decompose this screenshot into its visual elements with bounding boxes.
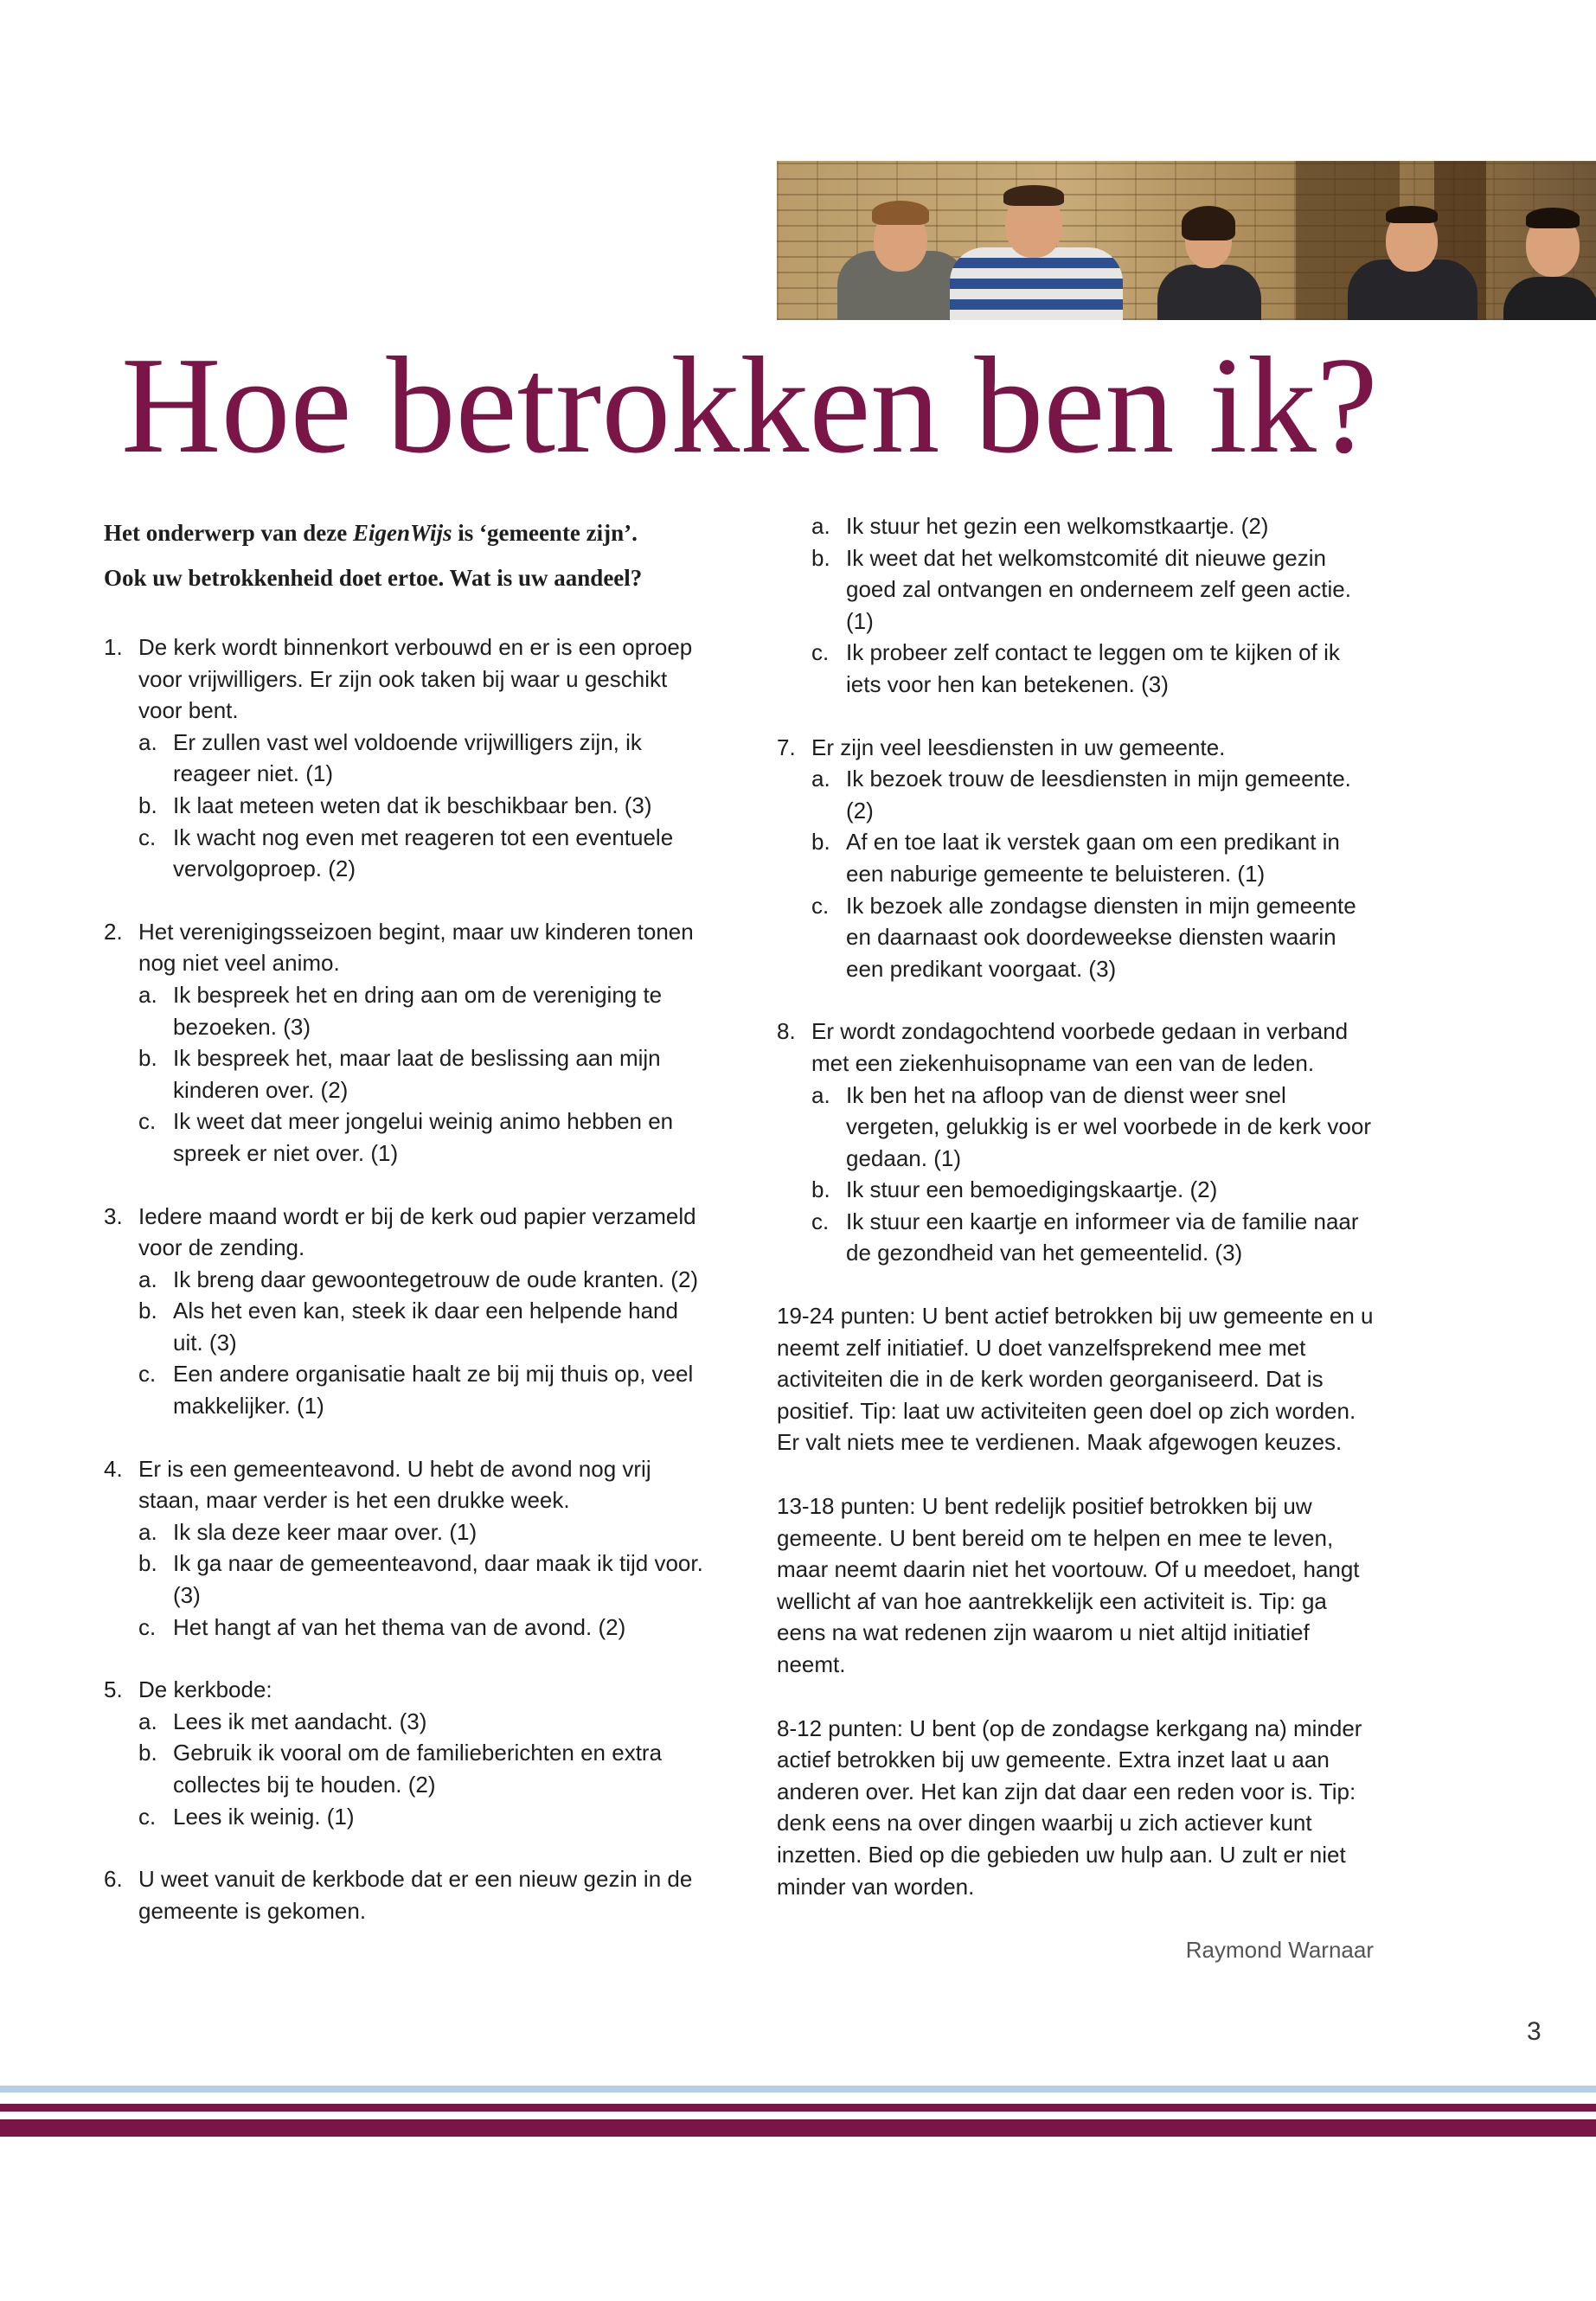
answer-text: Als het even kan, steek ik daar een helpende hand uit. (3) xyxy=(173,1298,678,1356)
answer-letter: b. xyxy=(811,1176,830,1203)
answer-letter: c. xyxy=(811,639,830,666)
answer-letter: c. xyxy=(138,1108,157,1135)
question-number: 6. xyxy=(104,1866,123,1893)
answer-option xyxy=(777,510,1374,542)
answer-letter: a. xyxy=(811,1081,830,1108)
question-text: U weet vanuit de kerkbode dat er een nieuw gezin in de gemeente is gekomen. xyxy=(138,1866,693,1924)
footer-stripe-light xyxy=(0,2086,1596,2093)
answer-option xyxy=(104,1612,709,1644)
answer-text: Ik weet dat het welkomstcomité dit nieuwe gezin goed zal ontvangen en onderneem zelf geen actie. (1) xyxy=(846,544,1351,634)
question-text: Er zijn veel leesdiensten in uw gemeente. xyxy=(811,734,1226,760)
question-text: Iedere maand wordt er bij de kerk oud papier verzameld voor de zending. xyxy=(138,1202,696,1261)
answer-text: Ik stuur een kaartje en informeer via de familie naar de gezondheid van het gemeentelid. (3) xyxy=(846,1208,1359,1266)
question-number: 4. xyxy=(104,1455,123,1482)
answer-option xyxy=(104,727,709,790)
answer-option xyxy=(777,1174,1374,1206)
answer-letter: c. xyxy=(138,1361,157,1388)
answer-letter: a. xyxy=(138,728,157,755)
answer-text: Ik stuur het gezin een welkomstkaartje. (2) xyxy=(846,513,1269,539)
answer-option xyxy=(104,1801,709,1833)
answer-text: Ik bezoek trouw de leesdiensten in mijn gemeente. (2) xyxy=(846,766,1351,824)
answer-letter: a. xyxy=(811,513,830,539)
answer-letter: c. xyxy=(811,892,830,919)
answer-option xyxy=(104,822,709,885)
answer-text: Ik probeer zelf contact te leggen om te kijken of ik iets voor hen kan betekenen. (3) xyxy=(846,639,1340,697)
question-number: 5. xyxy=(104,1676,123,1703)
question-7 xyxy=(777,732,1374,985)
answer-letter: b. xyxy=(138,1298,157,1324)
magazine-name: EigenWijs xyxy=(352,520,452,546)
question-row xyxy=(104,1863,709,1926)
question-text: Het verenigingsseizoen begint, maar uw kinderen tonen nog niet veel animo. xyxy=(138,918,694,977)
question-2 xyxy=(104,916,709,1170)
answer-option xyxy=(777,826,1374,889)
answer-letter: c. xyxy=(811,1208,830,1234)
page-number: 3 xyxy=(1527,2017,1542,2046)
footer-stripe-dark-thick xyxy=(0,2119,1596,2137)
answer-letter: c. xyxy=(138,824,157,850)
answer-text: Ik stuur een bemoedigingskaartje. (2) xyxy=(846,1176,1218,1203)
answer-option xyxy=(104,790,709,822)
answer-text: Ik bespreek het, maar laat de beslissing aan mijn kinderen over. (2) xyxy=(173,1045,661,1103)
answer-text: Ik ga naar de gemeenteavond, daar maak ik tijd voor. (3) xyxy=(173,1550,703,1609)
answer-option xyxy=(104,1516,709,1548)
answer-text: Een andere organisatie haalt ze bij mij thuis op, veel makkelijker. (1) xyxy=(173,1361,694,1420)
answer-letter: a. xyxy=(138,1266,157,1292)
question-number: 3. xyxy=(104,1202,123,1229)
score-band-2: 13-18 punten: U bent redelijk positief betrokken bij uw gemeente. U bent bereid om te helpen en mee te leven, maar neemt daarin niet het voortouw. Of u meedoet, hangt wellicht af van hoe aantrekkelijk een activiteit is. Tip: ga eens na wat redenen zijn waarom u niet altijd initiatief neemt. xyxy=(777,1493,1360,1677)
author: Raymond Warnaar xyxy=(1185,1937,1374,1964)
question-row xyxy=(104,1674,709,1706)
question-text: Er is een gemeenteavond. U hebt de avond nog vrij staan, maar verder is het een drukke week. xyxy=(138,1455,651,1514)
question-6 xyxy=(104,1863,709,1926)
answer-letter: c. xyxy=(138,1803,157,1830)
answer-option xyxy=(777,637,1374,700)
question-4 xyxy=(104,1453,709,1644)
footer-stripe-dark xyxy=(0,2104,1596,2112)
question-1 xyxy=(104,631,709,885)
answer-option xyxy=(104,1295,709,1358)
answer-text: Ik laat meteen weten dat ik beschikbaar ben. (3) xyxy=(173,792,652,818)
answer-letter: a. xyxy=(138,1518,157,1545)
answer-text: Er zullen vast wel voldoende vrijwilligers zijn, ik reageer niet. (1) xyxy=(173,728,642,787)
question-row xyxy=(777,732,1374,764)
right-column xyxy=(777,510,1374,1966)
question-text: De kerk wordt binnenkort verbouwd en er is een oproep voor vrijwilligers. Er zijn ook taken bij waar u geschikt voor bent. xyxy=(138,634,693,724)
answer-text: Ik wacht nog even met reageren tot een eventuele vervolgoproep. (2) xyxy=(173,824,674,882)
answer-letter: b. xyxy=(138,1550,157,1577)
question-number: 1. xyxy=(104,634,123,660)
page-title: Hoe betrokken ben ik? xyxy=(121,328,1378,482)
answer-letter: c. xyxy=(138,1613,157,1640)
answer-option xyxy=(777,1206,1374,1269)
answer-option xyxy=(104,1358,709,1421)
answer-text: Ik breng daar gewoontegetrouw de oude kranten. (2) xyxy=(173,1266,699,1292)
answer-text: Af en toe laat ik verstek gaan om een predikant in een naburige gemeente te beluisteren. (1) xyxy=(846,829,1340,887)
answer-option xyxy=(104,1737,709,1800)
question-row xyxy=(104,916,709,979)
answer-option xyxy=(104,979,709,1042)
answer-option xyxy=(104,1264,709,1296)
answer-option xyxy=(104,1106,709,1169)
question-text: De kerkbode: xyxy=(138,1676,272,1703)
question-number: 7. xyxy=(777,734,796,760)
answer-text: Ik ben het na afloop van de dienst weer snel vergeten, gelukkig is er wel voorbede in de kerk voor gedaan. (1) xyxy=(846,1081,1371,1171)
answer-text: Ik bezoek alle zondagse diensten in mijn gemeente en daarnaast ook doordeweekse diensten waarin een predikant voorgaat. (3) xyxy=(846,892,1356,982)
score-band-1: 19-24 punten: U bent actief betrokken bij uw gemeente en u neemt zelf initiatief. U doet vanzelfsprekend mee met activiteiten die in de kerk worden georganiseerd. Dat is positief. Tip: laat uw activiteiten geen doel op zich worden. Er valt niets mee te verdienen. Maak afgewogen keuzes. xyxy=(777,1303,1374,1456)
answer-text: Lees ik met aandacht. (3) xyxy=(173,1708,427,1734)
left-column xyxy=(104,510,709,1926)
question-number: 8. xyxy=(777,1018,796,1045)
answer-option xyxy=(777,890,1374,985)
answer-letter: b. xyxy=(811,544,830,571)
answer-option xyxy=(777,763,1374,826)
answer-letter: a. xyxy=(811,766,830,792)
question-row xyxy=(104,631,709,727)
question-5 xyxy=(104,1674,709,1832)
question-text: Er wordt zondagochtend voorbede gedaan in verband met een ziekenhuisopname van een van de leden. xyxy=(811,1018,1349,1076)
question-row xyxy=(777,1016,1374,1079)
answer-option xyxy=(777,1080,1374,1175)
answer-option xyxy=(104,1706,709,1738)
answer-text: Ik bespreek het en dring aan om de vereniging te bezoeken. (3) xyxy=(173,981,663,1040)
score-band-3: 8-12 punten: U bent (op de zondagse kerkgang na) minder actief betrokken bij uw gemeente. Extra inzet laat u aan anderen over. Het kan zijn dat daar een reden voor is. Tip: denk eens na over dingen waarbij u zich actiever kunt inzetten. Bied op die gebieden uw hulp aan. U zult er niet minder van worden. xyxy=(777,1715,1362,1900)
answer-letter: a. xyxy=(138,981,157,1008)
answer-letter: b. xyxy=(811,829,830,856)
question-3 xyxy=(104,1201,709,1422)
question-6-continued xyxy=(777,510,1374,701)
answer-text: Het hangt af van het thema van de avond. (2) xyxy=(173,1613,626,1640)
question-row xyxy=(104,1201,709,1264)
answer-option xyxy=(104,1548,709,1611)
answer-text: Gebruik ik vooral om de familieberichten en extra collectes bij te houden. (2) xyxy=(173,1740,663,1798)
answer-text: Ik weet dat meer jongelui weinig animo hebben en spreek er niet over. (1) xyxy=(173,1108,674,1166)
question-8 xyxy=(777,1016,1374,1269)
answer-letter: a. xyxy=(138,1708,157,1734)
answer-option xyxy=(104,1042,709,1106)
answer-letter: b. xyxy=(138,1740,157,1766)
question-number: 2. xyxy=(104,918,123,945)
intro: Het onderwerp van deze EigenWijs is ‘gemeente zijn’. Ook uw betrokkenheid doet ertoe. Wat is uw aandeel? xyxy=(104,520,643,591)
answer-text: Ik sla deze keer maar over. (1) xyxy=(173,1518,478,1545)
answer-text: Lees ik weinig. (1) xyxy=(173,1803,355,1830)
header-photo xyxy=(777,161,1596,320)
question-row xyxy=(104,1453,709,1516)
answer-letter: b. xyxy=(138,792,157,818)
answer-option xyxy=(777,542,1374,638)
answer-letter: b. xyxy=(138,1045,157,1072)
